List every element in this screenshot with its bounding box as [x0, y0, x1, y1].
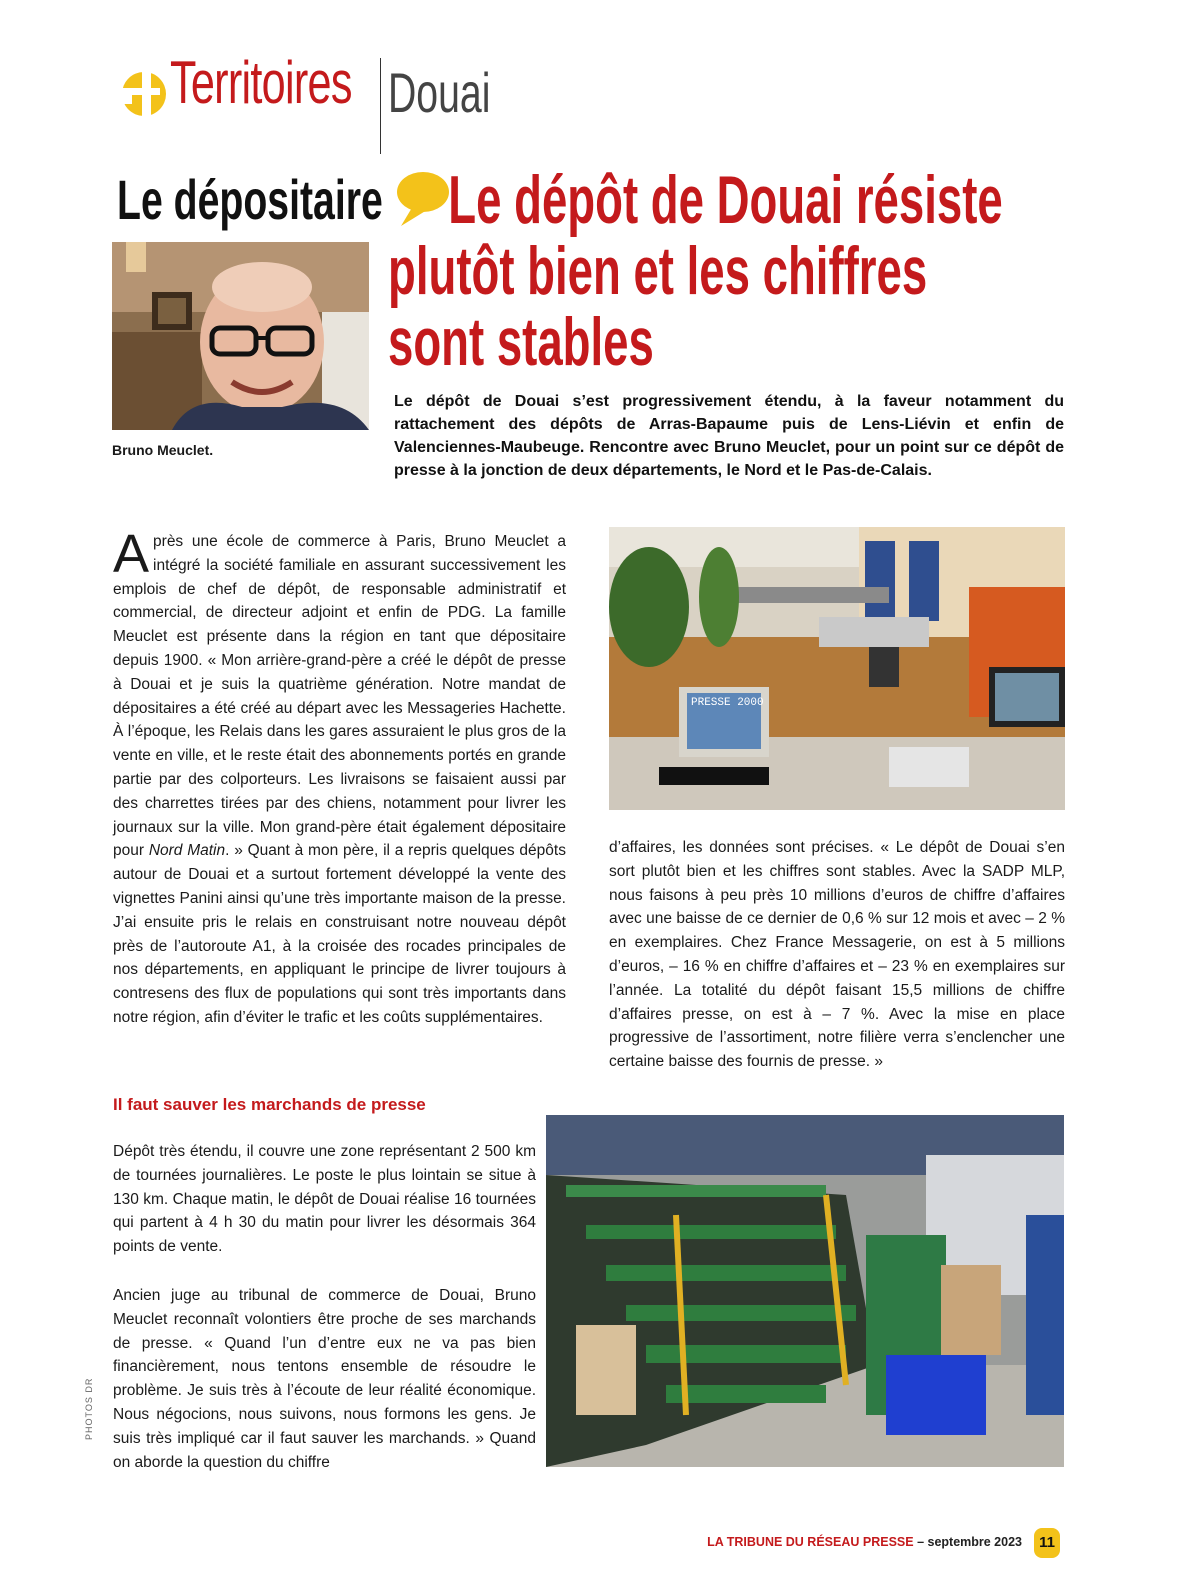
- depot-photo: [546, 1115, 1064, 1467]
- body-column-1: [113, 524, 566, 1030]
- section-subtitle: Douai: [388, 61, 491, 124]
- footer-publication: LA TRIBUNE DU RÉSEAU PRESSE: [707, 1535, 914, 1549]
- body-para-2: [113, 1140, 536, 1259]
- photo-credit: PHOTOS DR: [84, 1377, 94, 1440]
- body-para-1b: . » Quant à mon père, il a repris quelques dépôts autour de Douai et a surtout fortement développé la vente des vignettes Panini ainsi qu’une très importante maison de la presse. J’ai ensuite pris le relais en construisant notre nouveau dépôt près de l’autoroute A1, à la croisée des rocades principales de nos départements, en appliquant le principe de livrer toujours à contresens des flux de populations qui sont très importants dans notre région, afin d’éviter le trafic et les coûts supplémentaires.: [113, 842, 566, 1026]
- body-para-1a: près une école de commerce à Paris, Bruno Meuclet a intégré la société familiale en assurant successivement les emplois de chef de dépôt, de responsable administratif et commercial, de directeur adjoint et enfin de PDG. La famille Meuclet est présente dans la région en tant que dépositaire depuis 1900. « Mon arrière-grand-père a créé le dépôt de presse à Douai et je suis la quatrième génération. Notre mandat de dépositaires a été créé au départ avec les Messageries Hachette. À l’époque, les Relais dans les gares assuraient le plus gros de la vente en ville, et le reste était des abonnements portés en grande partie par des colporteurs. Les livraisons se faisaient aussi par des charrettes tirées par des chiens, notamment pour livrer les journaux sur la ville. Mon grand-père était également dépositaire pour: [113, 533, 566, 860]
- portrait-caption: Bruno Meuclet.: [112, 442, 214, 458]
- headline: [388, 162, 1058, 380]
- page-number: 11: [1034, 1528, 1060, 1558]
- headline-line-3: sont stables: [388, 304, 654, 380]
- body-column-2: [609, 836, 1065, 1074]
- publication-name: Nord Matin: [148, 842, 226, 860]
- footer: [707, 1535, 1022, 1549]
- body-para-3-text: Ancien juge au tribunal de commerce de Douai, Bruno Meuclet reconnaît volontiers être proche de ses marchands de presse. « Quand l’un d’entre eux ne va pas bien financièrement, nous tentons ensemble de résoudre le problème. Je suis très à l’écoute de leur réalité économique. Nous négocions, nous suivons, nous formons les gens. Je suis très impliqué car il faut sauver les marchands. » Quand on aborde la question du chiffre: [113, 1287, 536, 1471]
- lead-paragraph: Le dépôt de Douai s’est progressivement étendu, à la faveur notamment du rattachement des dépôts de Arras-Bapaume puis de Lens-Liévin et enfin de Valenciennes-Maubeuge. Rencontre avec Bruno Meuclet, pour un point sur ce dépôt de presse à la jonction de deux départements, le Nord et le Pas-de-Calais.: [394, 393, 1064, 479]
- subheading: Il faut sauver les marchands de presse: [113, 1095, 426, 1114]
- footer-date: – septembre 2023: [913, 1535, 1022, 1549]
- body-para-2-text: Dépôt très étendu, il couvre une zone représentant 2 500 km de tournées journalières. Le poste le plus lointain se situe à 130 km. Chaque matin, le dépôt de Douai réalise 16 tournées qui partent à 4 h 30 du matin pour livrer les désormais 364 points de vente.: [113, 1143, 536, 1256]
- header-divider: [380, 58, 381, 154]
- body-para-3: [113, 1284, 536, 1474]
- section-title: Territoires: [170, 49, 352, 116]
- drop-cap: A: [113, 524, 150, 584]
- kicker: Le dépositaire: [117, 168, 383, 231]
- portrait-photo: [112, 242, 369, 430]
- headline-line-1: Le dépôt de Douai résiste: [448, 162, 1003, 238]
- section-logo-icon: [118, 60, 170, 122]
- office-photo: [609, 527, 1065, 810]
- body-para-4-text: d’affaires, les données sont précises. « Le dépôt de Douai s’en sort plutôt bien et les chiffres sont stables. Avec la SADP MLP, nous faisons à peu près 10 millions d’euros de chiffre d’affaires avec une baisse de ce dernier de 0,6 % sur 12 mois et avec – 2 % en exemplaires. Chez France Messagerie, on est à 5 millions d’euros, – 16 % en chiffre d’affaires et – 23 % en exemplaires sur l’année. La totalité du dépôt faisant 15,5 millions de chiffre d’affaires presse, on est à – 7 %. Avec la mise en place progressive de l’assortiment, notre filière verra s’enclencher une certaine baisse des fournis de presse. »: [609, 839, 1065, 1071]
- office-screen-label: PRESSE 2000: [691, 697, 764, 709]
- headline-line-2: plutôt bien et les chiffres: [388, 233, 928, 309]
